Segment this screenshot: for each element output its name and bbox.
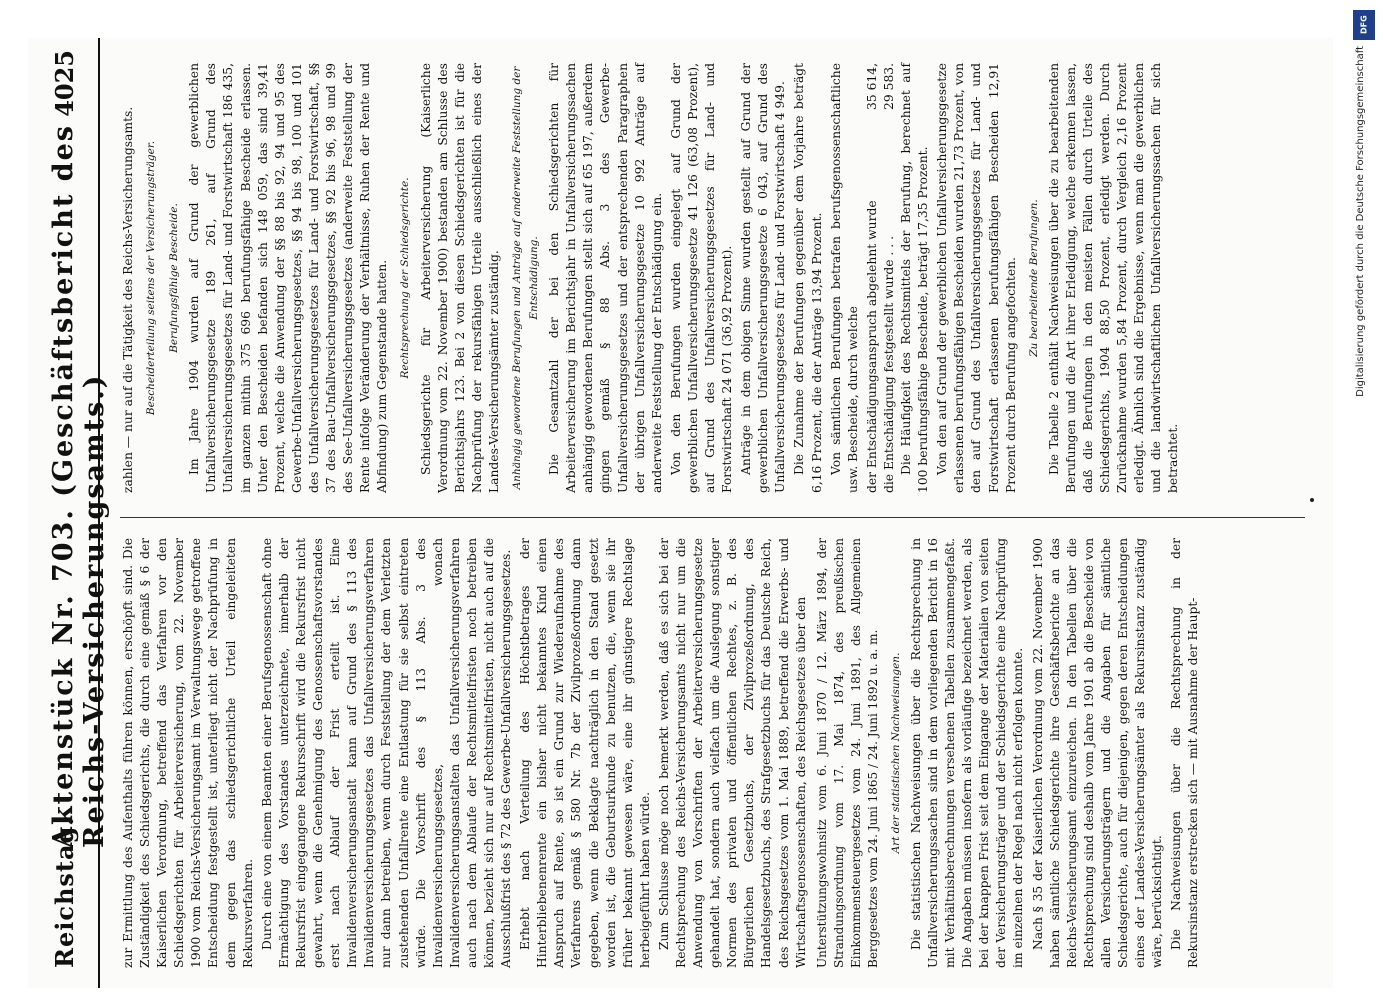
subsection-heading: Berufungsfähige Bescheide. <box>168 203 181 353</box>
paragraph: Die Zunahme der Berufungen gegenüber dem Vorjahre beträgt 6,16 Prozent, die der Anträge 13,94 Prozent. <box>792 63 824 493</box>
page-header <box>38 38 110 988</box>
law-list <box>814 538 882 968</box>
page-number: 4025 <box>50 50 79 117</box>
section-heading: Rechtsprechung der Schiedsgerichte. <box>399 177 412 379</box>
paragraph: Von den Berufungen wurden eingelegt auf Grund der gewerblichen Unfallversicherungsgesetze 41 126 (63,08 Prozent), auf Grund des Unfallversicherungsgesetzes für Land- und Forstwirtschaft 24 071 (36,92 Prozent). <box>668 63 735 493</box>
stat-label: die Entschädigung festgestellt wurde . . . <box>881 236 896 493</box>
section-heading: Art der statistischen Nachweisungen. <box>889 652 902 854</box>
stat-row <box>881 63 898 493</box>
paragraph: Die Tabelle 2 enthält Nachweisungen über die zu bearbeitenden Berufungen und die Art ihrer Erledigung, welche erkennen lassen, daß die Berufungen in den meisten Fällen durch Urteile des Schiedsgerichts, 1904 88,50 Prozent, erledigt werden. Durch Zurücknahme wurden 5,84 Prozent, durch Vergleich 2,16 Prozent erledigt. Ähnlich sind die Ergebnisse, wenn man die gewerblichen und die landwirtschaftlichen Unfallversicherungssachen für sich betrachtet. <box>1046 63 1181 493</box>
digitization-caption <box>1349 10 1379 630</box>
section-heading: Bescheiderteilung seitens der Versicherungsträger. <box>145 140 158 416</box>
stat-label: der Entschädigungsanspruch abgelehnt wurde <box>864 200 879 493</box>
right-column <box>120 63 1185 493</box>
paragraph: Erhebt nach Verteilung des Höchstbetrages der Hinterbliebenenrente ein bisher nicht bekanntes Kind einen Anspruch auf Rente, so ist ein Grund zur Wiederaufnahme des Verfahrens gemäß § 580 Nr. 7b der Zivilprozeßordnung dann gegeben, wenn die Beklagte nachträglich in den Stand gesetzt worden ist, die Geburtsurkunde zu benutzen, die, wenn sie ihr früher bekannt gewesen wäre, eine ihr günstigere Rechtslage herbeigeführt haben würde. <box>518 538 652 968</box>
header-title: Aktenstück Nr. 703. (Geschäftsbericht des Reichs-Versicherungsamts.) <box>48 124 110 848</box>
stat-row <box>864 63 881 493</box>
scan-mark <box>1310 498 1314 502</box>
section-heading: Zu bearbeitende Berufungen. <box>1027 199 1040 357</box>
rotated-document-sheet <box>28 38 1333 988</box>
dfg-logo: DFG <box>1353 10 1375 40</box>
paragraph: Im Jahre 1904 wurden auf Grund der gewerblichen Unfallversicherungsgesetze 189 261, auf Grund des Unfallversicherungsgesetzes für Land- und Forstwirtschaft 186 435, im ganzen mithin 375 696 berufungsfähige Bescheide erlassen. Unter den Bescheiden befanden sich 148 059, das sind 39,41 Prozent, welche die Anwendung der §§ 88 bis 92, 94 und 95 des Gewerbe-Unfallversicherungsgesetzes, §§ 94 bis 98, 100 und 101 des Unfallversicherungsgesetzes für Land- und Forstwirtschaft, §§ 37 des Bau-Unfallversicherungsgesetzes, §§ 92 bis 96, 98 und 99 des See-Unfallversicherungsgesetzes (anderweite Feststellung der Rente infolge Veränderung der Verhältnisse, Ruhen der Rente und Abfindung) zum Gegenstande hatten. <box>187 63 390 493</box>
paragraph: Die statistischen Nachweisungen über die Rechtsprechung in Unfallversicherungssachen sind in dem vorliegenden Bericht in 16 mit Verhältnisberechnungen versehenen Tabellen zusammengefaßt. Die Angaben müssen insofern als vorläufige bezeichnet werden, als bei der knappen Frist seit dem Eingange der Materialien von seiten der Versicherungsträger und der Schiedsgerichte eine Nachprüfung im einzelnen der Regel nach nicht erfolgen konnte. <box>908 538 1026 968</box>
paragraph: Von sämtlichen Berufungen betrafen berufsgenossenschaftliche usw. Bescheide, durch welche <box>828 63 860 493</box>
paragraph: Anträge in dem obigen Sinne wurden gestellt auf Grund der gewerblichen Unfallversicherungsgesetze 6 043, auf Grund des Unfallversicherungsgesetzes für Land- und Forstwirtschaft 4 949. <box>739 63 788 493</box>
paragraph: zahlen — nur auf die Tätigkeit des Reichs-Versicherungsamts. <box>121 106 135 493</box>
caption-text: Digitalisierung gefördert durch die Deutsche Forschungsgemeinschaft <box>1355 46 1366 397</box>
left-column <box>120 538 1204 968</box>
stat-value: 35 614, <box>864 63 879 110</box>
paragraph: Die Gesamtzahl der bei den Schiedsgerichten für Arbeiterversicherung im Berichtsjahr in Unfallversicherungssachen anhängig gewordenen Berufungen stellt sich auf 65 197, außerdem gingen gemäß § 88 Abs. 3 des Gewerbe-Unfallversicherungsgesetzes und der entsprechenden Paragraphen der übrigen Unfallversicherungsgesetze 10 992 Anträge auf anderweite Feststellung der Entschädigung ein. <box>547 63 664 493</box>
paragraph: Durch eine von einem Beamten einer Berufsgenossenschaft ohne Ermächtigung des Vorstandes unterzeichnete, innerhalb der Rekursfrist eingegangene Rekursschrift wird die Rekursfrist nicht gewahrt, wenn die Genehmigung des Genossenschaftsvorstandes erst nach Ablauf der Frist erteilt ist. Eine Invalidenversicherungsanstalt kann auf Grund des § 113 des Invalidenversicherungsgesetzes das Unfallversicherungsverfahren nur dann betreiben, wenn durch Feststellung der dem Verletzten zustehenden Unfallrente eine Entlastung für sie selbst eintreten würde. Die Vorschrift des § 113 Abs. 3 des Invalidenversicherungsgesetzes, wonach Invalidenversicherungsanstalten das Unfallversicherungsverfahren auch nach dem Ablaufe der Rechtsmittelfristen noch betreiben können, bezieht sich nur auf Rechtsmittelfristen, nicht auch auf die Ausschlußfrist des § 72 des Gewerbe-Unfallversicherungsgesetzes. <box>259 538 514 968</box>
paragraph: Die Häufigkeit des Rechtsmittels der Berufung, berechnet auf 100 berufungsfähige Bescheide, beträgt 17,35 Prozent. <box>899 63 931 493</box>
law-citation: Unterstützungswohnsitz vom 6. Juni 1870 / 12. März 1894, der Strandungsordnung vom 17. Mai 1874, des preußischen Einkommensteuergesetzes vom 24. Juni 1891, des Allgemeinen Berggesetzes vom 24. Juni 1865 / 24. Juni 1892 u. a. m. <box>814 538 880 968</box>
paragraph: Die Nachweisungen über die Rechtsprechung in der Rekursinstanz erstrecken sich — mit Ausnahme der Haupt- <box>1169 538 1201 968</box>
paragraph: Zum Schlusse möge noch bemerkt werden, daß es sich bei der Rechtsprechung des Reichs-Versicherungsamts nicht nur um die Anwendung von Vorschriften der Arbeiterversicherungsgesetze gehandelt hat, sondern auch vielfach um die Auslegung sonstiger Normen des privaten und öffentlichen Rechtes, z. B. des Bürgerlichen Gesetzbuchs, der Zivilprozeßordnung, des Handelsgesetzbuchs, des Strafgesetzbuchs für das Deutsche Reich, des Reichsgesetzes vom 1. Mai 1889, betreffend die Erwerbs- und Wirtschaftsgenossenschaften, des Reichsgesetzes über den <box>656 538 808 968</box>
column-divider <box>120 517 1305 518</box>
paragraph: Schiedsgerichte für Arbeiterversicherung (Kaiserliche Verordnung vom 22. November 1900) bestanden am Schlusse des Berichtsjahrs 123. Bei 2 von diesen Schiedsgerichten ist für die Nachprüfung der rekursfähigen Urteile ausschließlich eines der Landes-Versicherungsämter zuständig. <box>418 63 501 493</box>
section-heading: Anhängig gewordene Berufungen und Anträge auf anderweite Feststellung der Entschädigung. <box>510 66 541 490</box>
header-left: Reichstag. <box>50 816 79 968</box>
paragraph: Nach § 35 der Kaiserlichen Verordnung vom 22. November 1900 haben sämtliche Schiedsgerichte ihre Geschäftsberichte an das Reichs-Versicherungsamt einzureichen. In den Tabellen über die Rechtsprechung sind deshalb vom Jahre 1901 ab die Bescheide von allen Versicherungsträgern und die Angaben für sämtliche Schiedsgerichte, auch für diejenigen, gegen deren Entscheidungen eines der Landes-Versicherungsämter als Rekursinstanz zuständig wäre, berücksichtigt. <box>1030 538 1165 968</box>
paragraph: zur Ermittlung des Aufenthalts führen können, erschöpft sind. Die Zuständigkeit des Schiedsgerichts, die durch eine gemäß § 6 der Kaiserlichen Verordnung, betreffend das Verfahren vor den Schiedsgerichten für Arbeiterversicherung, vom 22. November 1900 vom Reichs-Versicherungsamt im Verwaltungswege getroffene Entscheidung festgestellt ist, unterliegt nicht der Nachprüfung in dem gegen das schiedsgerichtliche Urteil eingeleiteten Rekursverfahren. <box>121 538 255 968</box>
stat-value: 29 583. <box>881 63 896 110</box>
paragraph: Von den auf Grund der gewerblichen Unfallversicherungsgesetze erlassenen berufungsfähigen Bescheiden wurden 21,73 Prozent, von den auf Grund des Unfallversicherungsgesetzes für Land- und Forstwirtschaft erlassenen berufungsfähigen Bescheiden 12,91 Prozent durch Berufung angefochten. <box>935 63 1018 493</box>
scanned-page <box>28 38 1333 988</box>
